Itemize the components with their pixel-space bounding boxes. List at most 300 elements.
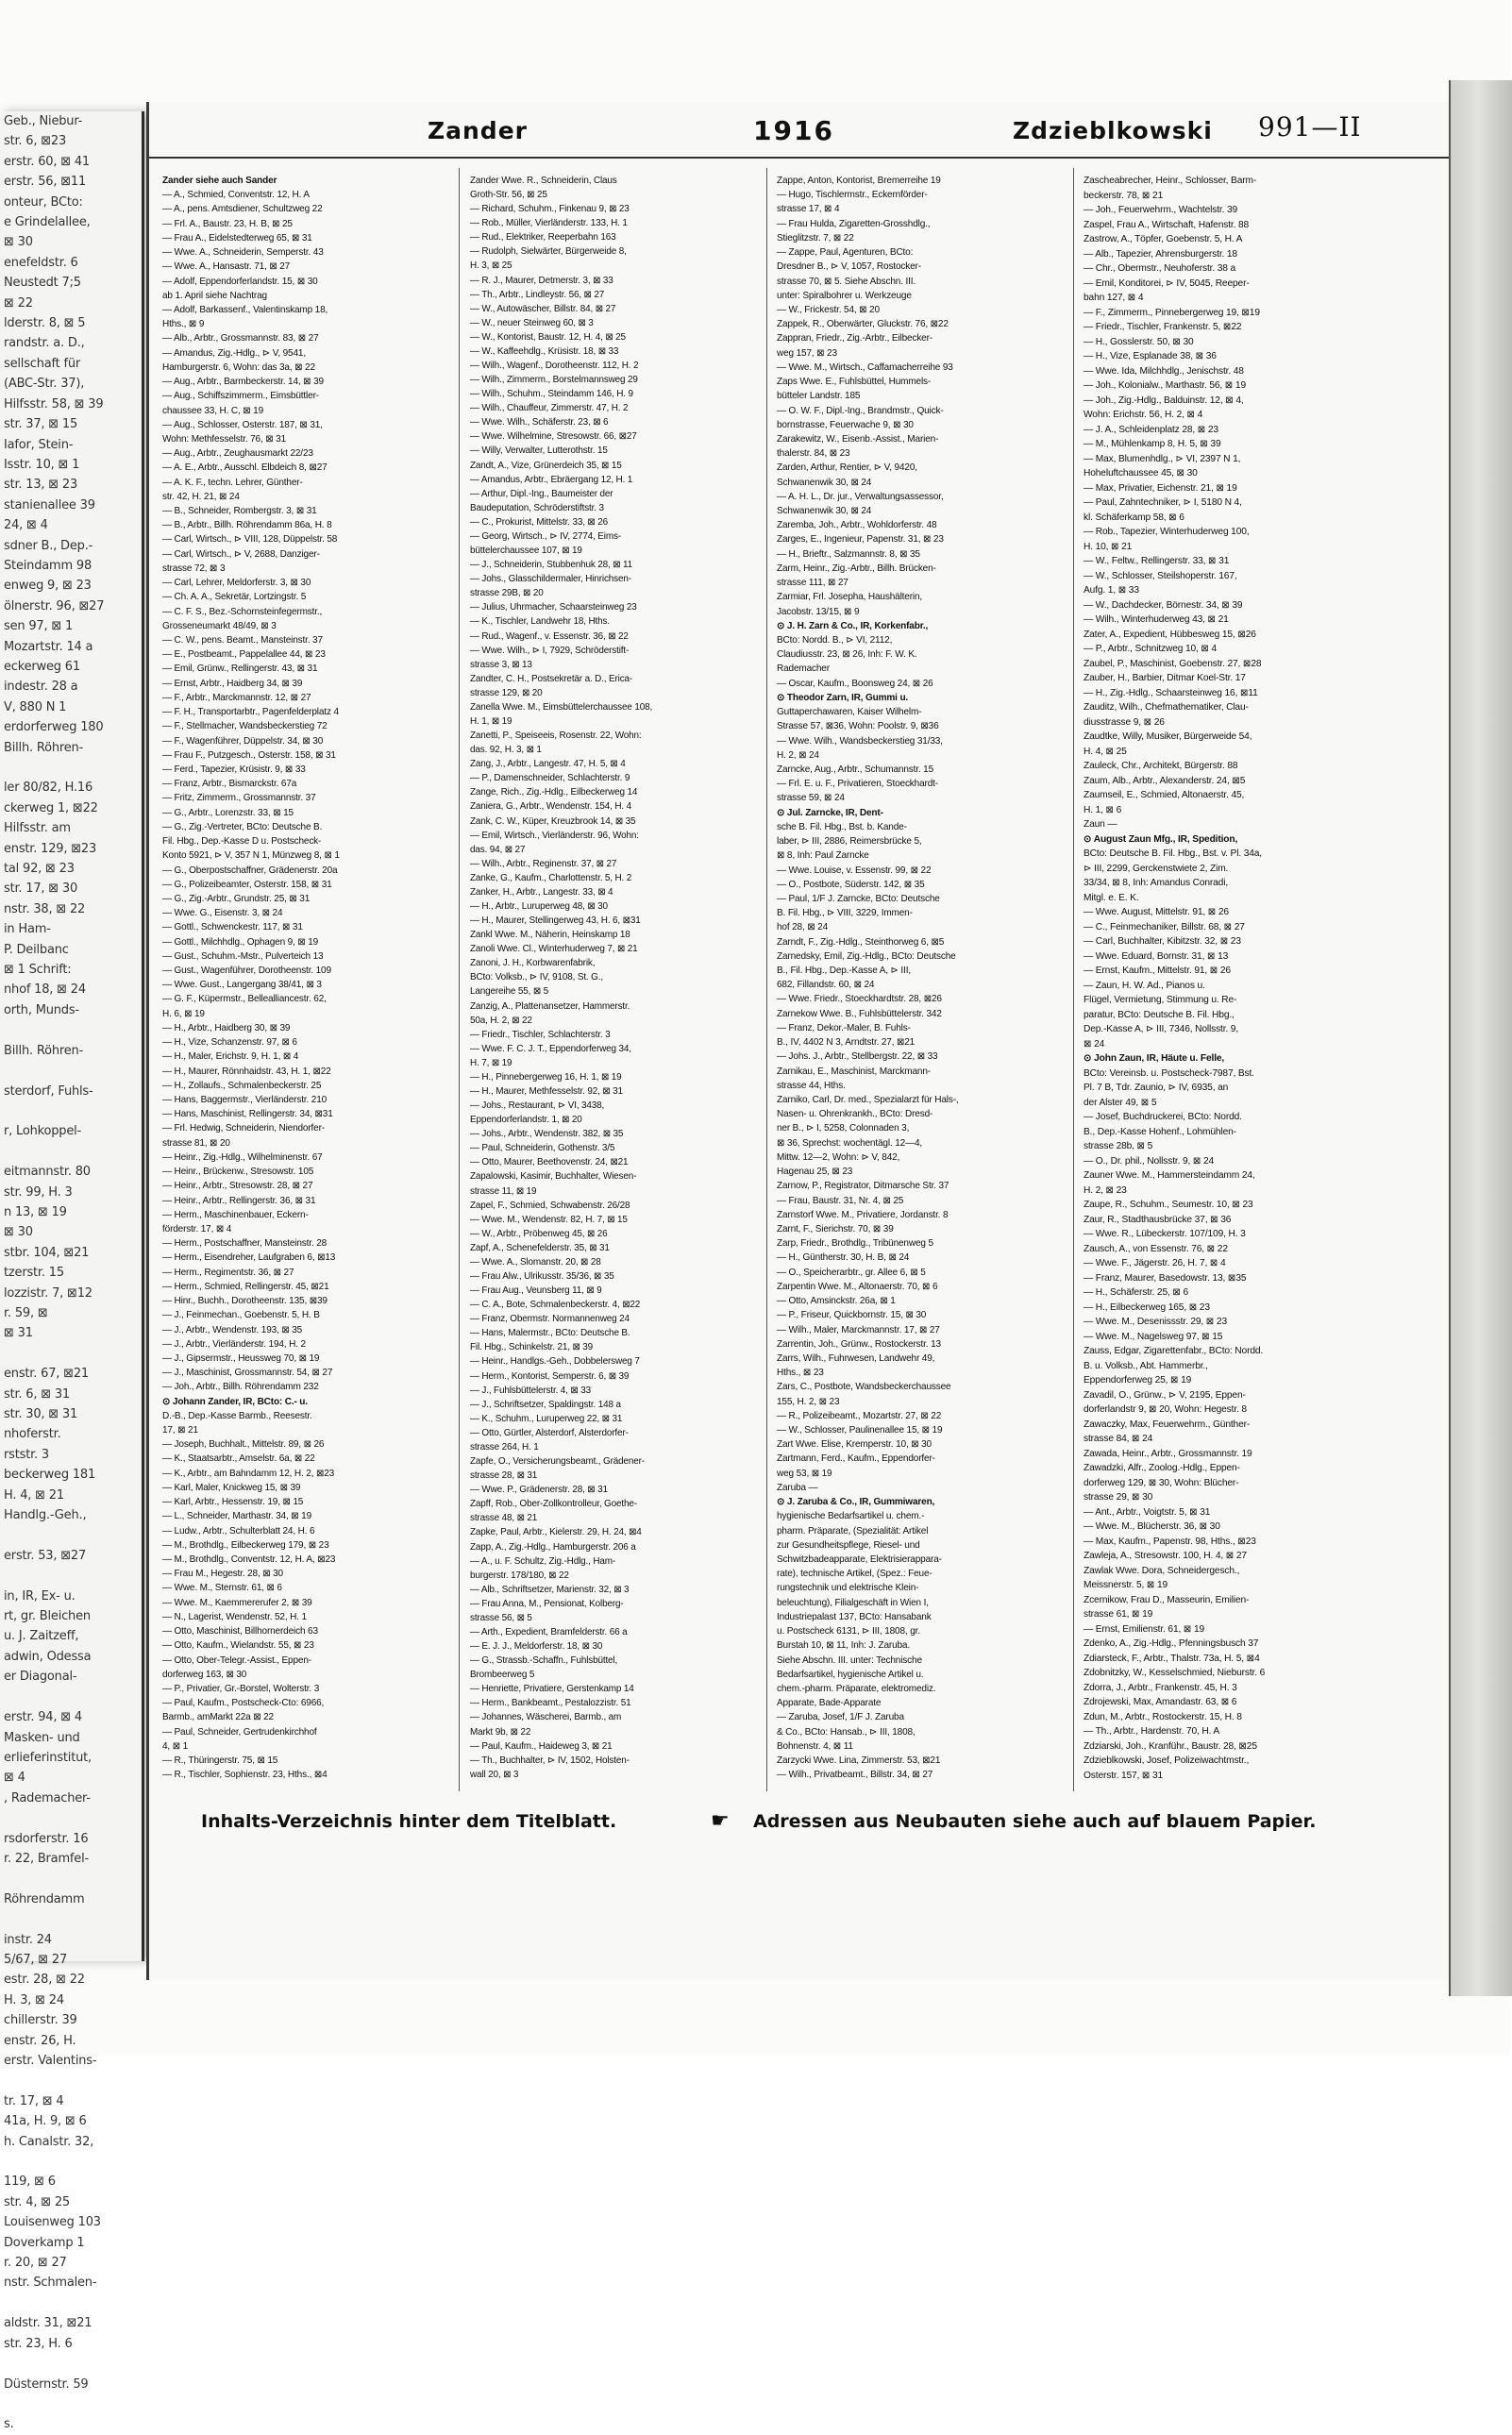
directory-entry-line: — G. F., Küpermstr., Bellealliancestr. 62, <box>162 994 327 1005</box>
directory-entry-line: strasse 72, ⊠ 3 <box>162 563 226 574</box>
directory-entry-line: — Arth., Expedient, Bramfelderstr. 66 a <box>470 1626 628 1637</box>
directory-entry-line: BCto: Vereinsb. u. Postscheck-7987, Bst. <box>1084 1067 1254 1079</box>
directory-entry-line: Schwanenwik 30, ⊠ 24 <box>777 506 872 517</box>
directory-entry-line: — Wwe. A., Hansastr. 71, ⊠ 27 <box>162 261 291 273</box>
fragment-line <box>0 1344 142 1364</box>
directory-entry-line: — W., Autowäscher, Billstr. 84, ⊠ 27 <box>470 303 616 314</box>
directory-entry-line: Zanetti, P., Speiseeis, Rosenstr. 22, Wohn: <box>470 730 642 742</box>
fragment-line: sdner B., Dep.- <box>4 538 93 553</box>
directory-entry-line: — Wilh., Wagenf., Dorotheenstr. 112, H. 2 <box>470 361 639 372</box>
directory-entry-line: — B., Arbtr., Billh. Röhrendamm 86a, H. 8 <box>162 520 332 531</box>
directory-entry-line: ⊙ Jul. Zarncke, IR, Dent- <box>777 807 883 818</box>
directory-entry-line: Zanzig, A., Plattenansetzer, Hammerstr. <box>470 1000 630 1012</box>
directory-entry-line: Zapke, Paul, Arbtr., Kielerstr. 29, H. 24, ⊠4 <box>470 1527 642 1538</box>
directory-entry-line: thalerstr. 84, ⊠ 23 <box>777 448 850 460</box>
directory-entry-line: — M., Mühlenkamp 8, H. 5, ⊠ 39 <box>1084 439 1221 449</box>
directory-entry-line: — Wwe. Wilhelmine, Stresowstr. 66, ⊠27 <box>470 431 637 443</box>
directory-entry-line: zur Gesundheitspflege, Riesel- und <box>777 1539 920 1551</box>
directory-entry-line: Eppendorferlandstr. 1, ⊠ 20 <box>470 1115 582 1126</box>
directory-entry-line: Zdiarsteck, F., Arbtr., Thalstr. 73a, H. 5, ⊠4 <box>1084 1653 1260 1664</box>
directory-entry-line: — Georg, Wirtsch., ⊳ IV, 2774, Eims- <box>470 530 621 542</box>
directory-entry-line: Hagenau 25, ⊠ 23 <box>777 1167 853 1178</box>
directory-entry-line: — H., Arbtr., Haidberg 30, ⊠ 39 <box>162 1022 291 1033</box>
directory-entry-line: — Heinr., Handlgs.-Geh., Dobbelersweg 7 <box>470 1356 640 1368</box>
directory-entry-line: Claudiusstr. 23, ⊠ 26, Inh: F. W. K. <box>777 649 917 661</box>
directory-entry-line: Zarnstorf Wwe. M., Privatiere, Jordanstr. 8 <box>777 1209 949 1220</box>
directory-entry-line: Zarden, Arthur, Rentier, ⊳ V, 9420, <box>777 462 917 474</box>
directory-entry-line: strasse 61, ⊠ 19 <box>1084 1609 1153 1620</box>
directory-entry-line: pharm. Präparate, (Spezialität: Artikel <box>777 1525 929 1537</box>
fragment-line: Louisenweg 103 <box>4 2215 101 2230</box>
directory-entry-line: Zappe, Anton, Kontorist, Bremerreihe 19 <box>777 176 941 186</box>
fragment-line: Düsternstr. 59 <box>4 2376 89 2392</box>
fragment-line: Röhrendamm <box>4 1891 85 1906</box>
directory-entry-line: — Frau F., Putzgesch., Osterstr. 158, ⊠ 31 <box>162 749 336 761</box>
fragment-line: str. 23, H. 6 <box>4 2336 73 2351</box>
directory-entry-line: strasse 70, ⊠ 5. Siehe Abschn. III. <box>777 276 916 287</box>
directory-entry-line: — R., Tischler, Sophienstr. 23, Hths., ⊠4 <box>162 1770 328 1781</box>
directory-entry-line: strasse 56, ⊠ 5 <box>470 1612 532 1623</box>
fragment-line: in, IR, Ex- u. <box>4 1588 76 1604</box>
directory-entry-line: — Arthur, Dipl.-Ing., Baumeister der <box>470 488 613 499</box>
directory-entry-line: — G., Polizeibeamter, Osterstr. 158, ⊠ 31 <box>162 879 332 890</box>
directory-entry-line: — A., Schmied, Conventstr. 12, H. A <box>162 190 310 201</box>
directory-entry-line: — H., Zig.-Hdlg., Schaarsteinweg 16, ⊠11 <box>1084 687 1258 698</box>
directory-entry-line: hygienische Bedarfsartikel u. chem.- <box>777 1511 925 1522</box>
book-page-edge <box>1449 80 1512 1996</box>
directory-entry-line: — Wilh., Arbtr., Reginenstr. 37, ⊠ 27 <box>470 858 617 869</box>
fragment-line: enstr. 67, ⊠21 <box>4 1367 89 1382</box>
directory-entry-line: Zapff, Rob., Ober-Zollkontrolleur, Goethe- <box>470 1499 637 1510</box>
directory-entry-line: ⊙ August Zaun Mfg., IR, Spedition, <box>1084 833 1238 845</box>
fragment-line: Isstr. 10, ⊠ 1 <box>4 457 80 472</box>
directory-entry-line: — Friedr., Tischler, Frankenstr. 5, ⊠22 <box>1084 322 1242 332</box>
directory-entry-line: H. 3, ⊠ 25 <box>470 260 512 272</box>
directory-entry-line: — C. W., pens. Beamt., Mansteinstr. 37 <box>162 635 323 646</box>
directory-entry-line: Zanoni, J. H., Korbwarenfabrik, <box>470 958 596 969</box>
directory-entry-line: Zauner Wwe. M., Hammersteindamm 24, <box>1084 1170 1255 1181</box>
directory-entry-line: Zars, C., Postbote, Wandsbeckerchaussee <box>777 1382 951 1393</box>
directory-entry-line: Mittw. 12—2, Wohn: ⊳ V, 842, <box>777 1151 900 1163</box>
directory-entry-line: hof 28, ⊠ 24 <box>777 922 829 933</box>
directory-entry-line: — Alb., Schriftsetzer, Marienstr. 32, ⊠ 3 <box>470 1584 630 1595</box>
fragment-line: erstr. 56, ⊠11 <box>4 175 87 190</box>
fragment-line: ⊠ 31 <box>4 1326 33 1341</box>
directory-entry-line: Konto 5921, ⊳ V, 357 N 1, Münzweg 8, ⊠ 1 <box>162 850 340 862</box>
fragment-line: enefeldstr. 6 <box>4 255 78 270</box>
directory-entry-line: — Th., Arbtr., Hardenstr. 70, H. A <box>1084 1726 1220 1737</box>
directory-entry-line: Zartmann, Ferd., Kaufm., Eppendorfer- <box>777 1453 935 1465</box>
directory-entry-line: B. Fil. Hbg., ⊳ VIII, 3229, Immen- <box>777 908 913 919</box>
fragment-line: 5/67, ⊠ 27 <box>4 1952 68 1967</box>
directory-entry-line: — H., Arbtr., Luruperweg 48, ⊠ 30 <box>470 900 608 912</box>
fragment-line: aldstr. 31, ⊠21 <box>4 2316 92 2331</box>
directory-entry-line: ⊙ Johann Zander, IR, BCto: C.- u. <box>162 1396 308 1407</box>
directory-entry-line: — Wwe. M., Blücherstr. 36, ⊠ 30 <box>1084 1521 1220 1532</box>
directory-entry-line: — Wwe. Wilh., Wandsbeckerstieg 31/33, <box>777 735 943 747</box>
fragment-line: erstr. 53, ⊠27 <box>4 1548 87 1563</box>
directory-entry-line: — W., Frickestr. 54, ⊠ 20 <box>777 304 880 315</box>
fragment-line: 119, ⊠ 6 <box>4 2175 56 2190</box>
directory-entry-line: — Paul, 1/F J. Zarncke, BCto: Deutsche <box>777 893 940 904</box>
directory-entry-line: Wohn: Erichstr. 56, H. 2, ⊠ 4 <box>1084 410 1203 420</box>
directory-entry-line: Zart Wwe. Elise, Kremperstr. 10, ⊠ 30 <box>777 1439 932 1451</box>
directory-entry-line: — M., Brothdlg., Conventstr. 12, H. A, ⊠23 <box>162 1554 336 1565</box>
directory-entry-line: B., Dep.-Kasse Hohenf., Lohmühlen- <box>1084 1126 1236 1137</box>
directory-entry-line: Zarnedsky, Emil, Zig.-Hdlg., BCto: Deutsche <box>777 950 956 962</box>
directory-entry-line: BCto: Deutsche B. Fil. Hbg., Bst. v. Pl. 34a, <box>1084 848 1262 859</box>
directory-entry-line: das. 92, H. 3, ⊠ 1 <box>470 745 542 756</box>
directory-entry-line: — P., Friseur, Quickbornstr. 15, ⊠ 30 <box>777 1310 927 1321</box>
directory-entry-line: — P., Privatier, Gr.-Borstel, Wolterstr. 3 <box>162 1683 320 1694</box>
directory-entry-line: Flügel, Vermietung, Stimmung u. Re- <box>1084 995 1237 1005</box>
directory-entry-line: Zdorra, J., Arbtr., Frankenstr. 45, H. 3 <box>1084 1682 1237 1693</box>
directory-entry-line: — Otto, Kaufm., Wielandstr. 55, ⊠ 23 <box>162 1640 314 1652</box>
directory-entry-line: ⊙ John Zaun, IR, Häute u. Felle, <box>1084 1053 1225 1064</box>
directory-entry-line: strasse 3, ⊠ 13 <box>470 659 532 670</box>
fragment-line: eckerweg 61 <box>4 659 80 674</box>
fragment-line <box>0 1020 142 1040</box>
directory-entry-line: — Amandus, Arbtr., Ebräergang 12, H. 1 <box>470 474 633 485</box>
directory-entry-line: — J., Arbtr., Wendenstr. 193, ⊠ 35 <box>162 1324 303 1335</box>
directory-entry-line: H. 7, ⊠ 19 <box>470 1057 512 1068</box>
directory-entry-line: — Wwe. Ida, Milchhdlg., Jenischstr. 48 <box>1084 365 1244 377</box>
directory-entry-line: — Rudolph, Sielwärter, Bürgerweide 8, <box>470 246 627 258</box>
directory-entry-line: Zanke, G., Kaufm., Charlottenstr. 5, H. 2 <box>470 872 632 883</box>
directory-entry-line: — Adolf, Eppendorferlandstr. 15, ⊠ 30 <box>162 276 318 287</box>
directory-entry-line: — H., Vize, Schanzenstr. 97, ⊠ 6 <box>162 1037 297 1049</box>
page-footer <box>149 1805 1452 1839</box>
directory-entry-line: — Franz, Arbtr., Bismarckstr. 67a <box>162 779 297 790</box>
directory-entry-line: Zarnt, F., Sierichstr. 70, ⊠ 39 <box>777 1223 894 1234</box>
fragment-line: Billh. Röhren- <box>4 740 84 755</box>
directory-entry-line: — Wwe. F., Jägerstr. 26, H. 7, ⊠ 4 <box>1084 1258 1226 1268</box>
fragment-line: Hilfsstr. 58, ⊠ 39 <box>4 396 104 411</box>
directory-entry-line: H. 1, ⊠ 6 <box>1084 804 1122 815</box>
directory-entry-line: Schwanenwik 30, ⊠ 24 <box>777 477 872 488</box>
fragment-line <box>0 1869 142 1889</box>
fragment-line: estr. 28, ⊠ 22 <box>4 1973 85 1988</box>
directory-entry-line: — O., Postbote, Süderstr. 142, ⊠ 35 <box>777 879 925 890</box>
directory-entry-line: — Herm., Postschaffner, Mansteinstr. 28 <box>162 1238 328 1250</box>
directory-entry-line: Zanella Wwe. M., Eimsbüttelerchaussee 108, <box>470 701 653 713</box>
directory-entry-line: Zarges, E., Ingenieur, Papenstr. 31, ⊠ 23 <box>777 534 944 546</box>
directory-entry-line: — Chr., Obermstr., Neuhoferstr. 38 a <box>1084 263 1236 274</box>
directory-entry-line: — Frau Aug., Veunsberg 11, ⊠ 9 <box>470 1285 602 1297</box>
directory-entry-line: — Gust., Wagenführer, Dorotheenstr. 109 <box>162 966 331 977</box>
directory-entry-line: Zandter, C. H., Postsekretär a. D., Erica- <box>470 673 633 684</box>
directory-entry-line: — Johs., Glasschildermaler, Hinrichsen- <box>470 574 631 585</box>
directory-entry-line: ⊙ J. H. Zarn & Co., IR, Korkenfabr., <box>777 620 929 631</box>
directory-entry-line: Hths., ⊠ 9 <box>162 319 205 330</box>
fragment-line <box>0 2354 142 2374</box>
directory-entry-line: — Johannes, Wäscherei, Barmb., am <box>470 1712 622 1723</box>
directory-entry-line: — Wwe. August, Mittelstr. 91, ⊠ 26 <box>1084 907 1229 917</box>
directory-entry-line: Zauber, H., Barbier, Ditmar Koel-Str. 17 <box>1084 673 1246 683</box>
fragment-line: str. 4, ⊠ 25 <box>4 2194 70 2209</box>
fragment-line: chillerstr. 39 <box>4 2013 77 2028</box>
directory-entry-line: Zander Wwe. R., Schneiderin, Claus <box>470 176 617 186</box>
fragment-line <box>0 1142 142 1162</box>
directory-entry-line: — Wilh., Maler, Marckmannstr. 17, ⊠ 27 <box>777 1324 940 1335</box>
directory-entry-line: — O., Dr. phil., Nollsstr. 9, ⊠ 24 <box>1084 1155 1215 1167</box>
directory-entry-line: — Ernst, Kaufm., Mittelstr. 91, ⊠ 26 <box>1084 966 1231 976</box>
directory-entry-line: — Joh., Feuerwehrm., Wachtelstr. 39 <box>1084 205 1238 215</box>
directory-entry-line: Strasse 57, ⊠36, Wohn: Poolstr. 9, ⊠36 <box>777 721 939 732</box>
directory-entry-line: Mitgl. e. E. K. <box>1084 892 1139 903</box>
directory-entry-line: Stieglitzstr. 7, ⊠ 22 <box>777 232 854 244</box>
directory-entry-line: — H., Maler, Erichstr. 9, H. 1, ⊠ 4 <box>162 1051 299 1063</box>
directory-entry-line: — Zappe, Paul, Agenturen, BCto: <box>777 247 914 259</box>
directory-entry-line: Hoheluftchaussee 45, ⊠ 30 <box>1084 468 1198 479</box>
directory-entry-line: B., Fil. Hbg., Dep.-Kasse A, ⊳ III, <box>777 966 911 977</box>
fragment-line: , Rademacher- <box>4 1790 91 1805</box>
directory-entry-line: strasse 11, ⊠ 19 <box>470 1185 537 1197</box>
directory-entry-line: — Alb., Arbtr., Grossmannstr. 83, ⊠ 27 <box>162 333 319 344</box>
directory-entry-line: strasse 28b, ⊠ 5 <box>1084 1141 1153 1151</box>
directory-entry-line: förderstr. 17, ⊠ 4 <box>162 1223 232 1234</box>
header-page-number: 991—II <box>1258 111 1362 143</box>
directory-entry-line: — H., Eilbeckerweg 165, ⊠ 23 <box>1084 1301 1210 1313</box>
directory-entry-line: — Wilh., Schuhm., Steindamm 146, H. 9 <box>470 389 633 400</box>
directory-entry-line: — Wwe. Wilh., ⊳ I, 7929, Schröderstift- <box>470 645 630 656</box>
fragment-line <box>0 1808 142 1828</box>
fragment-line: ⊠ 30 <box>4 1225 33 1240</box>
directory-entry-line: — W., Schlosser, Steilshoperstr. 167, <box>1084 570 1237 581</box>
directory-entry-line: weg 157, ⊠ 23 <box>777 347 837 359</box>
fragment-line <box>0 1101 142 1121</box>
directory-entry-line: — R., Polizeibeamt., Mozartstr. 27, ⊠ 22 <box>777 1410 942 1421</box>
directory-entry-line: — H., Güntherstr. 30, H. B, ⊠ 24 <box>777 1252 910 1264</box>
directory-entry-line: chaussee 33, H. C, ⊠ 19 <box>162 405 263 416</box>
directory-entry-line: — Paul, Kaufm., Haideweg 3, ⊠ 21 <box>470 1740 613 1752</box>
directory-entry-line: — Frl. Hedwig, Schneiderin, Niendorfer- <box>162 1123 325 1134</box>
fragment-line: Neustedt 7;5 <box>4 276 81 291</box>
directory-entry-line: — W., neuer Steinweg 60, ⊠ 3 <box>470 317 594 328</box>
directory-entry-line: — Wilh., Privatbeamt., Billstr. 34, ⊠ 27 <box>777 1770 933 1781</box>
directory-entry-line: — F., Wagenführer, Düppelstr. 34, ⊠ 30 <box>162 735 324 747</box>
directory-entry-line: — F., Arbtr., Marckmannstr. 12, ⊠ 27 <box>162 692 311 703</box>
directory-entry-line: Bohnenstr. 4, ⊠ 11 <box>777 1740 853 1752</box>
directory-entry-line: — Wilh., Chauffeur, Zimmerstr. 47, H. 2 <box>470 403 629 414</box>
directory-entry-line: Zarzycki Wwe. Lina, Zimmerstr. 53, ⊠21 <box>777 1755 941 1767</box>
fragment-line: ⊠ 22 <box>4 295 33 311</box>
directory-entry-line: — Willy, Verwalter, Lutterothstr. 15 <box>470 445 608 457</box>
column-divider <box>1073 168 1074 1791</box>
directory-entry-line: ⊳ III, 2299, Gerckenstwiete 2, Zim. <box>1084 863 1229 874</box>
fragment-line: rsdorferstr. 16 <box>4 1831 89 1846</box>
directory-entry-line: Zdrojewski, Max, Amandastr. 63, ⊠ 6 <box>1084 1697 1237 1707</box>
fragment-line: ölnerstr. 96, ⊠27 <box>4 598 105 613</box>
directory-entry-line: Zauleck, Chr., Architekt, Bürgerstr. 88 <box>1084 761 1238 771</box>
directory-entry-line: — Frau Hulda, Zigaretten-Grosshdlg., <box>777 218 931 229</box>
directory-entry-line: — Otto, Amsinckstr. 26a, ⊠ 1 <box>777 1296 896 1307</box>
directory-entry-line: diusstrasse 9, ⊠ 26 <box>1084 716 1165 728</box>
directory-entry-line: H. 4, ⊠ 25 <box>1084 746 1127 757</box>
directory-entry-line: — Heinr., Brückenw., Stresowstr. 105 <box>162 1167 314 1178</box>
directory-entry-line: — J. A., Schleidenplatz 28, ⊠ 23 <box>1084 424 1218 435</box>
fragment-line: stanienallee 39 <box>4 497 95 512</box>
fragment-line: P. Deilbanc <box>4 942 69 957</box>
directory-entry-line: dorferweg 129, ⊠ 30, Wohn: Blücher- <box>1084 1477 1239 1488</box>
directory-entry-line: — Herm., Regimentstr. 36, ⊠ 27 <box>162 1267 294 1278</box>
fragment-line: nhoferstr. <box>4 1427 61 1442</box>
directory-entry-line: — Hans, Baggermstr., Vierländerstr. 210 <box>162 1095 328 1105</box>
directory-entry-line: — Herm., Maschinenbauer, Eckern- <box>162 1209 309 1220</box>
directory-entry-line: Zauss, Edgar, Zigarettenfabr., BCto: Nordd. <box>1084 1346 1264 1356</box>
footer-index-note: Inhalts-Verzeichnis hinter dem Titelblatt. <box>201 1811 617 1832</box>
directory-entry-line: beckerstr. 78, ⊠ 21 <box>1084 190 1164 201</box>
fragment-line: e Grindelallee, <box>4 215 91 230</box>
directory-entry-line: Zaumseil, E., Schmied, Altonaerstr. 45, <box>1084 790 1245 800</box>
directory-entry-line: — A. E., Arbtr., Ausschl. Elbdeich 8, ⊠27 <box>162 462 328 474</box>
directory-entry-line: — Wilh., Winterhuderweg 43, ⊠ 21 <box>1084 614 1229 625</box>
directory-entry-line: unter: Spiralbohrer u. Werkzeuge <box>777 290 912 301</box>
directory-entry-line: — J., Schriftsetzer, Spaldingstr. 148 a <box>470 1399 621 1410</box>
directory-entry-line: Zaudtke, Willy, Musiker, Bürgerweide 54, <box>1084 731 1252 742</box>
fragment-line <box>0 2394 142 2414</box>
directory-entry-line: 155, H. 2, ⊠ 23 <box>777 1396 840 1407</box>
directory-entry-line: u. Postscheck 6131, ⊳ III, 1808, gr. <box>777 1626 920 1637</box>
fragment-line: ⊠ 30 <box>4 235 33 250</box>
directory-entry-line: — Wwe. A., Schneiderin, Semperstr. 43 <box>162 247 324 259</box>
directory-entry-line: — Henriette, Privatiere, Gerstenkamp 14 <box>470 1684 634 1695</box>
directory-entry-line: — Frl. E. u. F., Privatieren, Stoeckhardt- <box>777 779 938 790</box>
fragment-line: str. 13, ⊠ 23 <box>4 478 78 493</box>
directory-entry-line: — Wwe. M., Nagelsweg 97, ⊠ 15 <box>1084 1331 1223 1342</box>
fragment-line: Iafor, Stein- <box>4 437 74 452</box>
directory-entry-line: Grosseneumarkt 48/49, ⊠ 3 <box>162 620 277 631</box>
directory-entry-line: — Aug., Arbtr., Zeughausmarkt 22/23 <box>162 448 313 460</box>
directory-entry-line: — E. J. J., Meldorferstr. 18, ⊠ 30 <box>470 1641 603 1653</box>
directory-entry-line: — Carl, Buchhalter, Kibitzstr. 32, ⊠ 23 <box>1084 936 1241 947</box>
directory-entry-line: sche B. Fil. Hbg., Bst. b. Kande- <box>777 821 907 832</box>
directory-entry-line: Zapel, F., Schmied, Schwabenstr. 26/28 <box>470 1200 630 1211</box>
directory-entry-line: Apparate, Bade-Apparate <box>777 1698 882 1709</box>
directory-entry-line: — Ludw., Arbtr., Schulterblatt 24, H. 6 <box>162 1525 315 1537</box>
directory-entry-line: — Paul, Kaufm., Postscheck-Cto: 6966, <box>162 1698 325 1709</box>
directory-entry-line: wall 20, ⊠ 3 <box>470 1769 519 1780</box>
directory-entry-line: Zaspel, Frau A., Wirtschaft, Hafenstr. 88 <box>1084 219 1250 230</box>
directory-entry-line: — Max, Kaufm., Papenstr. 98, Hths., ⊠23 <box>1084 1536 1256 1547</box>
directory-entry-line: — Rud., Wagenf., v. Essenstr. 36, ⊠ 22 <box>470 630 629 642</box>
directory-entry-line: büttelerchaussee 107, ⊠ 19 <box>470 546 582 557</box>
directory-entry-line: — Joseph, Buchhalt., Mittelstr. 89, ⊠ 26 <box>162 1439 325 1451</box>
directory-entry-line: — H., Zollaufs., Schmalenbeckerstr. 25 <box>162 1080 322 1091</box>
directory-entry-line: Zaum, Alb., Arbtr., Alexanderstr. 24, ⊠5 <box>1084 775 1246 786</box>
directory-entry-line: — Max, Privatier, Eichenstr. 21, ⊠ 19 <box>1084 482 1237 494</box>
directory-entry-line: — W., Kaffeehdlg., Krüsistr. 18, ⊠ 33 <box>470 345 619 357</box>
directory-entry-line: — Karl, Maler, Knickweg 15, ⊠ 39 <box>162 1482 301 1493</box>
fragment-line <box>0 2071 142 2091</box>
directory-entry-line: — Johs., Arbtr., Wendenstr. 382, ⊠ 35 <box>470 1129 624 1140</box>
fragment-line: r. 59, ⊠ <box>4 1305 48 1320</box>
directory-entry-line: Zaun — <box>1084 819 1117 830</box>
directory-entry-line: — Hans, Malermstr., BCto: Deutsche B. <box>470 1328 630 1339</box>
fragment-line: sellschaft für <box>4 356 81 371</box>
fragment-line: ler 80/82, H.16 <box>4 781 93 796</box>
directory-entry-line: Zapfe, O., Versicherungsbeamt., Grädener- <box>470 1456 645 1468</box>
directory-entry-line: — G., Zig.-Arbtr., Grundstr. 25, ⊠ 31 <box>162 893 311 904</box>
fragment-line: (ABC-Str. 37), <box>4 377 85 392</box>
fragment-line: ⊠ 1 Schrift: <box>4 963 72 978</box>
fragment-line: Geb., Niebur- <box>4 114 83 128</box>
directory-entry-line: — Wilh., Zimmerm., Borstelmannsweg 29 <box>470 375 638 386</box>
fragment-line: adwin, Odessa <box>4 1649 92 1664</box>
directory-entry-line: — Aug., Schiffszimmerm., Eimsbüttler- <box>162 391 319 402</box>
directory-entry-line: — F. H., Transportarbtr., Pagenfelderplatz 4 <box>162 707 339 718</box>
directory-entry-line: strasse 81, ⊠ 20 <box>162 1137 230 1149</box>
fragment-line: sen 97, ⊠ 1 <box>4 619 74 634</box>
directory-entry-line: 17, ⊠ 21 <box>162 1425 198 1436</box>
fragment-line: erlieferinstitut, <box>4 1750 92 1765</box>
fragment-line: orth, Munds- <box>4 1002 79 1017</box>
directory-entry-line: — Carl, Wirtsch., ⊳ VIII, 128, Düppelstr. 58 <box>162 534 338 546</box>
directory-entry-line: H. 2, ⊠ 23 <box>1084 1184 1127 1196</box>
directory-entry-line: — Wwe. G., Eisenstr. 3, ⊠ 24 <box>162 908 283 919</box>
directory-entry-line: Hamburgerstr. 6, Wohn: das 3a, ⊠ 22 <box>162 361 315 373</box>
directory-entry-line: — Aug., Arbtr., Barmbeckerstr. 14, ⊠ 39 <box>162 377 324 388</box>
directory-entry-line: Pl. 7 B, Tdr. Zaunio, ⊳ IV, 6935, an <box>1084 1083 1229 1093</box>
directory-entry-line: — Ernst, Arbtr., Haidberg 34, ⊠ 39 <box>162 678 303 689</box>
directory-entry-line: — E., Postbeamt., Pappelallee 44, ⊠ 23 <box>162 649 326 661</box>
directory-entry-line: strasse 17, ⊠ 4 <box>777 204 840 215</box>
directory-entry-line: dorferweg 163, ⊠ 30 <box>162 1669 247 1680</box>
directory-entry-line: strasse 59, ⊠ 24 <box>777 793 845 804</box>
fragment-line: Steindamm 98 <box>4 558 92 573</box>
fragment-line: tzerstr. 15 <box>4 1266 64 1281</box>
directory-entry-line: — W., Arbtr., Pröbenweg 45, ⊠ 26 <box>470 1228 608 1239</box>
directory-entry-line: Zarmiar, Frl. Josepha, Haushälterin, <box>777 592 923 603</box>
directory-entry-line: BCto: Volksb., ⊳ IV, 9108, St. G., <box>470 972 603 983</box>
directory-entry-line: — Ch. A. A., Sekretär, Lortzingstr. 5 <box>162 592 307 603</box>
directory-entry-line: — Otto, Ober-Telegr.-Assist., Eppen- <box>162 1654 311 1666</box>
directory-entry-line: Zdun, M., Arbtr., Rostockerstr. 15, H. 8 <box>1084 1711 1242 1722</box>
directory-entry-line: — M., Brothdlg., Eilbeckerweg 179, ⊠ 23 <box>162 1539 329 1551</box>
directory-entry-line: bornstrasse, Feuerwache 9, ⊠ 30 <box>777 419 914 430</box>
header-right-word: Zdzieblkowski <box>1013 117 1213 144</box>
directory-entry-line: — A., pens. Amtsdiener, Schultzweg 22 <box>162 204 323 215</box>
directory-entry-line: paratur, BCto: Deutsche B. Fil. Hbg., <box>1084 1009 1235 1020</box>
directory-entry-line: — Ferd., Tapezier, Krüsistr. 9, ⊠ 33 <box>162 764 306 775</box>
directory-entry-line: Zaubel, P., Maschinist, Goebenstr. 27, ⊠28 <box>1084 658 1262 669</box>
directory-entry-line: — Frau Anna, M., Pensionat, Kolberg- <box>470 1598 624 1609</box>
directory-entry-line: Aufg. 1, ⊠ 33 <box>1084 585 1139 596</box>
directory-entry-line: — R., Thüringerstr. 75, ⊠ 15 <box>162 1755 278 1767</box>
directory-entry-line: Zaupe, R., Schuhm., Seumestr. 10, ⊠ 23 <box>1084 1200 1253 1210</box>
directory-entry-line: laber, ⊳ III, 2886, Reimersbrücke 5, <box>777 836 922 848</box>
fragment-line: erdorferweg 180 <box>4 720 104 735</box>
directory-entry-line: — Hans, Maschinist, Rellingerstr. 34, ⊠31 <box>162 1109 333 1120</box>
directory-entry-line: — G., Zig.-Vertreter, BCto: Deutsche B. <box>162 821 323 832</box>
directory-entry-line: bahn 127, ⊠ 4 <box>1084 293 1144 303</box>
directory-entry-line: Zater, A., Expedient, Hübbesweg 15, ⊠26 <box>1084 629 1256 640</box>
directory-entry-line: strasse 48, ⊠ 21 <box>470 1513 538 1524</box>
directory-entry-line: — Wwe. Louise, v. Essenstr. 99, ⊠ 22 <box>777 865 932 876</box>
directory-entry-line: — A. K. F., techn. Lehrer, Günther- <box>162 477 303 488</box>
directory-entry-line: — Joh., Kolonialw., Marthastr. 56, ⊠ 19 <box>1084 380 1246 391</box>
fragment-line: str. 37, ⊠ 15 <box>4 417 78 432</box>
directory-entry-line: — J., Gipsermstr., Heussweg 70, ⊠ 19 <box>162 1352 320 1364</box>
directory-entry-line: strasse 44, Hths. <box>777 1080 846 1091</box>
directory-entry-line: — J., Fuhlsbüttelerstr. 4, ⊠ 33 <box>470 1385 591 1396</box>
directory-entry-line: Siehe Abschn. III. unter: Technische <box>777 1654 922 1666</box>
fragment-line: r. 22, Bramfel- <box>4 1851 89 1866</box>
directory-entry-line: weg 53, ⊠ 19 <box>777 1468 832 1479</box>
directory-entry-line: H. 1, ⊠ 19 <box>470 715 512 727</box>
directory-entry-line: beleuchtung), Filialgeschäft in Wien I, <box>777 1597 929 1608</box>
directory-entry-line: — A., u. F. Schultz, Zig.-Hdlg., Ham- <box>470 1555 616 1567</box>
